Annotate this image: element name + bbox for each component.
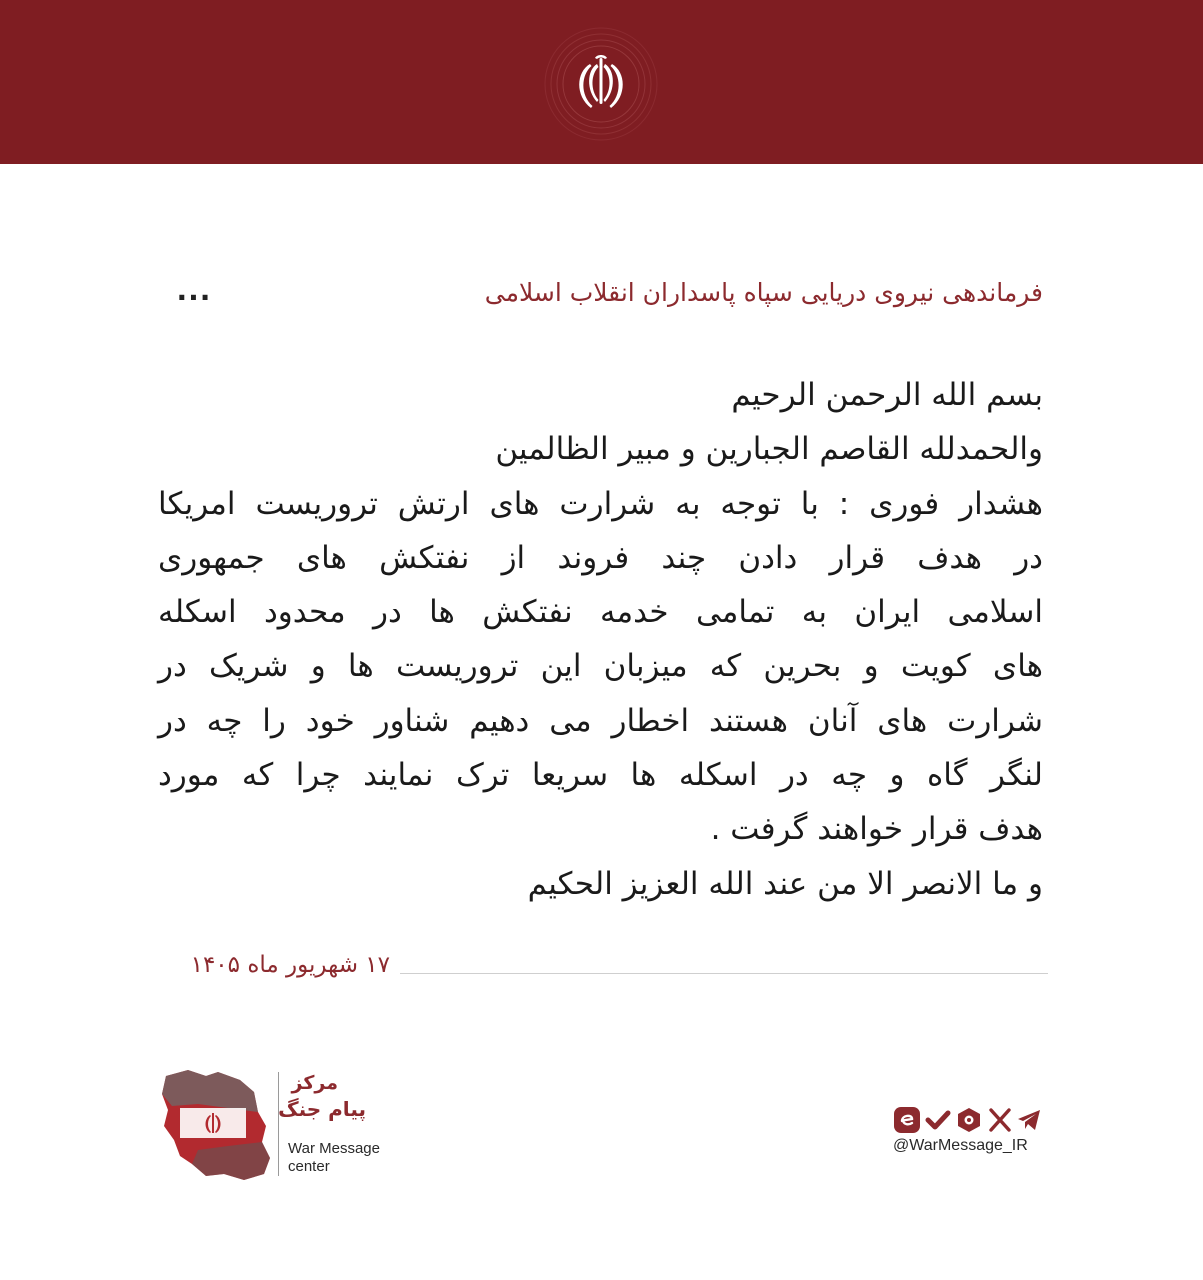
body-line: والحمدلله القاصم الجبارین و مبیر الظالمین — [495, 431, 1043, 468]
x-icon[interactable] — [986, 1106, 1014, 1134]
page-title: فرماندهی نیروی دریایی سپاه پاسداران انقلاب اسلامی — [484, 278, 1043, 307]
bale-icon[interactable] — [924, 1106, 952, 1134]
eitaa-icon[interactable] — [893, 1106, 921, 1134]
body-line: و ما الانصر الا من عند الله العزیز الحکیم — [527, 865, 1043, 902]
header-band — [0, 0, 1203, 164]
body-line: اسلامی ایران به تمامی خدمه نفتکش ها در محدود اسکله — [158, 594, 1043, 631]
logo-text-fa-line1: مرکز — [291, 1072, 338, 1094]
date-divider — [400, 973, 1048, 974]
logo-divider — [278, 1072, 279, 1176]
social-handle[interactable]: @WarMessage_IR — [893, 1137, 1028, 1154]
telegram-icon[interactable] — [1015, 1106, 1043, 1134]
iran-map-icon — [158, 1066, 274, 1184]
body-line: در هدف قرار دادن چند فروند از نفتکش های جمهوری — [158, 539, 1043, 576]
logo-text-en-line2: center — [288, 1158, 330, 1175]
logo-text-en-line1: War Message — [288, 1140, 380, 1157]
war-message-center-logo — [158, 1066, 398, 1184]
social-icons — [893, 1106, 1043, 1134]
logo-text-fa-line2: پیام جنگ — [278, 1097, 366, 1121]
more-options-button[interactable]: ... — [176, 274, 212, 307]
body-line: شرارت های آنان هستند اخطار می دهیم شناور خود را چه در — [158, 702, 1043, 739]
body-line: بسم الله الرحمن الرحیم — [731, 377, 1043, 413]
body-line: های کویت و بحرین که میزبان این تروریست ها و شریک در — [158, 648, 1043, 685]
body-line: هدف قرار خواهند گرفت . — [710, 811, 1043, 848]
statement-body — [158, 368, 1043, 911]
body-line: هشدار فوری : با توجه به شرارت های ارتش تروریست امریکا — [158, 485, 1043, 522]
statement-date: ۱۷ شهریور ماه ۱۴۰۵ — [190, 952, 390, 978]
rubika-icon[interactable] — [955, 1106, 983, 1134]
body-line: لنگر گاه و چه در اسکله ها سریعا ترک نمایند چرا که مورد — [158, 757, 1043, 794]
iran-emblem-icon — [541, 24, 661, 144]
